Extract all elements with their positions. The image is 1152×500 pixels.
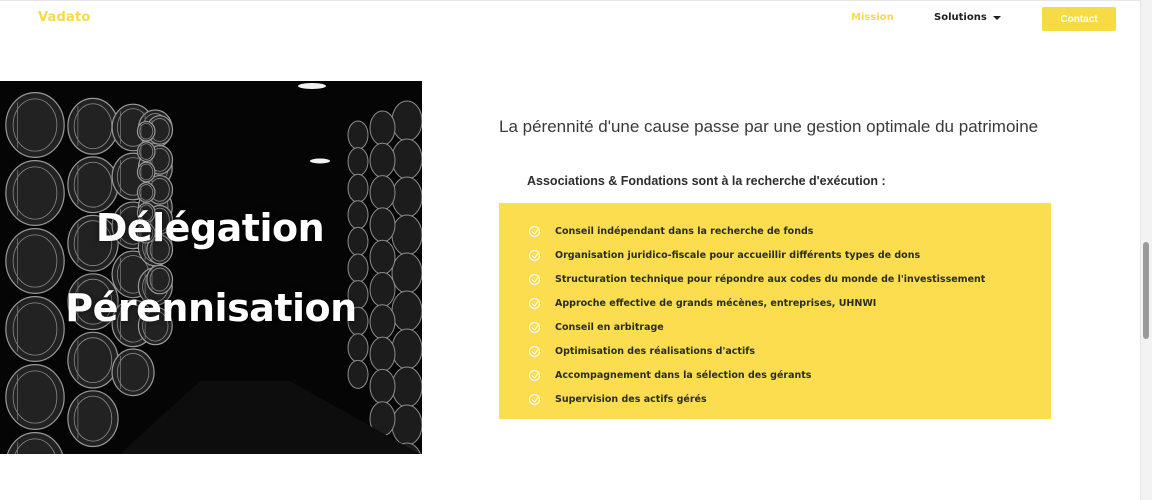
list-item [529,243,985,267]
list-item-label: Conseil en arbitrage [555,321,664,333]
list-item [529,291,985,315]
list-item-label: Accompagnement dans la sélection des gérants [555,369,812,381]
hero-image [0,81,422,454]
nav-link-solutions[interactable] [934,12,1001,23]
list-item-label: Organisation juridico-fiscale pour accueillir différents types de dons [555,249,921,261]
list-item [529,315,985,339]
hero-title-delegation: Délégation [95,206,325,250]
check-circle-icon [529,370,540,381]
list-item [529,219,985,243]
list-item [529,339,985,363]
list-item-label: Approche effective de grands mécènes, entreprises, UHNWI [555,297,877,309]
logo[interactable]: Vadato [38,10,91,25]
caret-down-icon [993,16,1001,20]
check-circle-icon [529,394,540,405]
list-item [529,387,985,411]
list-item [529,363,985,387]
top-navigation-bar [0,0,1141,37]
check-circle-icon [529,298,540,309]
section-heading: La pérennité d'une cause passe par une gestion optimale du patrimoine [499,117,1039,136]
list-item [529,267,985,291]
scrollbar-thumb[interactable] [1143,242,1149,339]
check-circle-icon [529,274,540,285]
services-list [529,219,985,411]
nav-solutions-label: Solutions [934,12,987,23]
vertical-scrollbar[interactable] [1140,0,1152,500]
contact-button[interactable]: Contact [1042,7,1116,31]
wine-cellar-barrels-image [0,81,422,454]
check-circle-icon [529,346,540,357]
section-subheading: Associations & Fondations sont à la recherche d'exécution : [527,174,886,188]
check-circle-icon [529,322,540,333]
list-item-label: Conseil indépendant dans la recherche de fonds [555,225,814,237]
check-circle-icon [529,250,540,261]
list-item-label: Structuration technique pour répondre aux codes du monde de l'investissement [555,273,986,285]
hero-title-perennisation: Pérennisation [65,286,357,330]
nav-link-mission[interactable]: Mission [851,12,894,23]
list-item-label: Supervision des actifs gérés [555,393,707,405]
services-panel [499,203,1051,419]
list-item-label: Optimisation des réalisations d'actifs [555,345,755,357]
check-circle-icon [529,226,540,237]
